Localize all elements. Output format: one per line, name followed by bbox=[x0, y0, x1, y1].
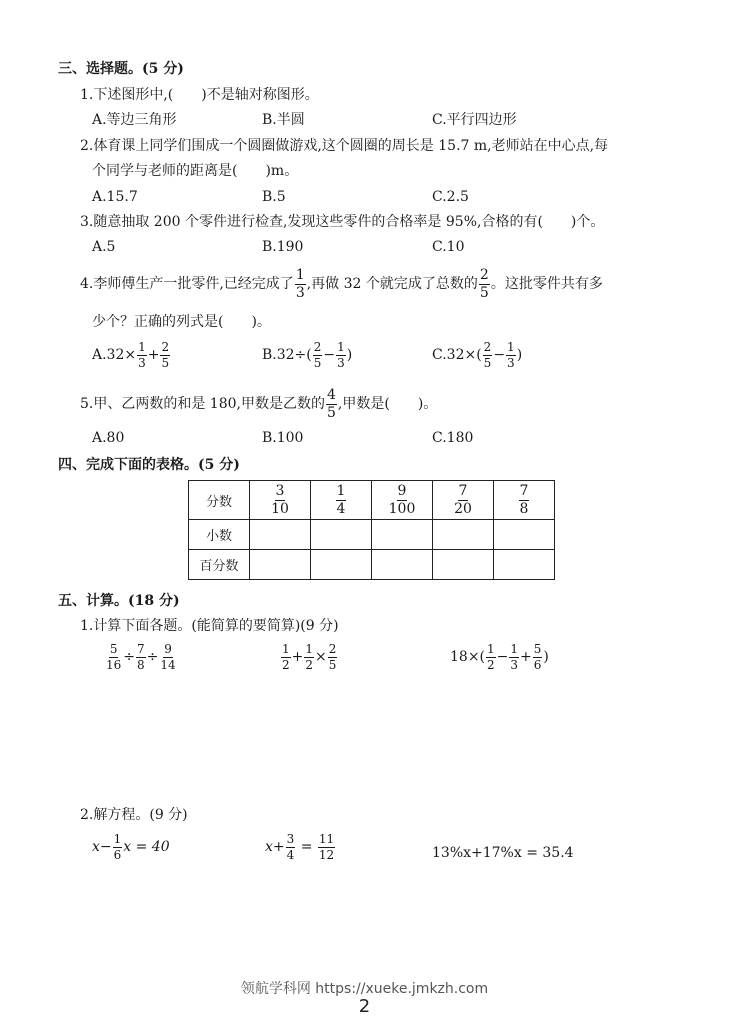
footer-watermark: 领航学科网 https://xueke.jmkzh.com bbox=[240, 981, 489, 997]
cell-fraction: $\frac{1}{4}$ bbox=[311, 481, 372, 520]
q1-option-c[interactable]: C.平行四边形 bbox=[432, 112, 517, 128]
answer-cell[interactable] bbox=[433, 520, 494, 550]
q4-option-a[interactable]: A.32× $\frac{1}{3}$ + $\frac{2}{5}$ bbox=[92, 340, 170, 370]
q5-stem: 5.甲、乙两数的和是 180,甲数是乙数的 $\frac{4}{5}$ ,甲数是( )。 bbox=[80, 387, 438, 421]
calc-expression-3: 18×( $\frac{1}{2}$ − $\frac{1}{3}$ + $\frac{5}{6}$ ) bbox=[450, 642, 549, 672]
answer-cell[interactable] bbox=[311, 520, 372, 550]
q5-fraction: $\frac{4}{5}$ bbox=[326, 387, 336, 421]
q3-option-b[interactable]: B.190 bbox=[262, 239, 304, 255]
answer-cell[interactable] bbox=[433, 550, 494, 580]
q2-stem-line2: 个同学与老师的距离是( )m。 bbox=[92, 163, 299, 179]
q2-option-c[interactable]: C.2.5 bbox=[432, 189, 469, 205]
q3-option-c[interactable]: C.10 bbox=[432, 239, 465, 255]
conversion-table bbox=[188, 480, 555, 580]
section4-title: 四、完成下面的表格。(5 分) bbox=[58, 457, 240, 473]
q4-stem-line2: 少个？正确的列式是( )。 bbox=[92, 314, 271, 330]
q4-option-c[interactable]: C.32×( $\frac{2}{5}$ − $\frac{1}{3}$ ) bbox=[432, 340, 523, 370]
row-label-percent: 百分数 bbox=[189, 550, 250, 580]
row-label-fraction: 分数 bbox=[189, 481, 250, 520]
q5-option-b[interactable]: B.100 bbox=[262, 430, 304, 446]
part1-title: 1.计算下面各题。(能简算的要简算)(9 分) bbox=[80, 618, 339, 634]
cell-fraction: $\frac{7}{8}$ bbox=[494, 481, 555, 520]
answer-cell[interactable] bbox=[311, 550, 372, 580]
calc-expression-2: $\frac{1}{2}$ + $\frac{1}{2}$ × $\frac{2}{5}$ bbox=[282, 642, 337, 672]
cell-fraction: $\frac{9}{100}$ bbox=[372, 481, 433, 520]
cell-fraction: $\frac{7}{20}$ bbox=[433, 481, 494, 520]
q5-option-c[interactable]: C.180 bbox=[432, 430, 474, 446]
calc-expression-1: $\frac{5}{16}$ ÷ $\frac{7}{8}$ ÷ $\frac{9}{14}$ bbox=[106, 642, 176, 672]
cell-fraction: $\frac{3}{10}$ bbox=[250, 481, 311, 520]
answer-cell[interactable] bbox=[250, 550, 311, 580]
answer-cell[interactable] bbox=[250, 520, 311, 550]
answer-cell[interactable] bbox=[494, 550, 555, 580]
table-row-decimal bbox=[189, 520, 555, 550]
equation-3: 13%x+17%x = 35.4 bbox=[432, 845, 574, 861]
table-row-percent bbox=[189, 550, 555, 580]
answer-cell[interactable] bbox=[372, 520, 433, 550]
section3-title: 三、选择题。(5 分) bbox=[58, 61, 184, 77]
table-row-fraction bbox=[189, 481, 555, 520]
q3-stem: 3.随意抽取 200 个零件进行检查,发现这些零件的合格率是 95%,合格的有( )个。 bbox=[80, 214, 605, 230]
page-number: 2 bbox=[358, 996, 371, 1017]
q4-option-b[interactable]: B.32÷( $\frac{2}{5}$ − $\frac{1}{3}$ ) bbox=[262, 340, 353, 370]
q1-option-a[interactable]: A.等边三角形 bbox=[92, 112, 177, 128]
equation-2: x+ $\frac{3}{4}$ = $\frac{11}{12}$ bbox=[265, 832, 335, 862]
q1-stem: 1.下述图形中,( )不是轴对称图形。 bbox=[80, 87, 319, 103]
equation-1: x− $\frac{1}{6}$ x = 40 bbox=[92, 832, 170, 862]
q4-fraction-total: $\frac{2}{5}$ bbox=[479, 267, 489, 301]
q5-option-a[interactable]: A.80 bbox=[92, 430, 125, 446]
q4-stem-line1: 4.李师傅生产一批零件,已经完成了 $\frac{1}{3}$ ,再做 32 个就完成了总数的 $\frac{2}{5}$ 。这批零件共有多 bbox=[80, 267, 603, 301]
answer-cell[interactable] bbox=[494, 520, 555, 550]
q2-stem-line1: 2.体育课上同学们围成一个圆圈做游戏,这个圆圈的周长是 15.7 m,老师站在中心点,每 bbox=[80, 138, 609, 154]
answer-cell[interactable] bbox=[372, 550, 433, 580]
q4-fraction-done: $\frac{1}{3}$ bbox=[295, 267, 305, 301]
q2-option-b[interactable]: B.5 bbox=[262, 189, 286, 205]
q1-option-b[interactable]: B.半圆 bbox=[262, 112, 305, 128]
part2-title: 2.解方程。(9 分) bbox=[80, 807, 188, 823]
section5-title: 五、计算。(18 分) bbox=[58, 593, 180, 609]
q3-option-a[interactable]: A.5 bbox=[92, 239, 116, 255]
row-label-decimal: 小数 bbox=[189, 520, 250, 550]
q2-option-a[interactable]: A.15.7 bbox=[92, 189, 138, 205]
